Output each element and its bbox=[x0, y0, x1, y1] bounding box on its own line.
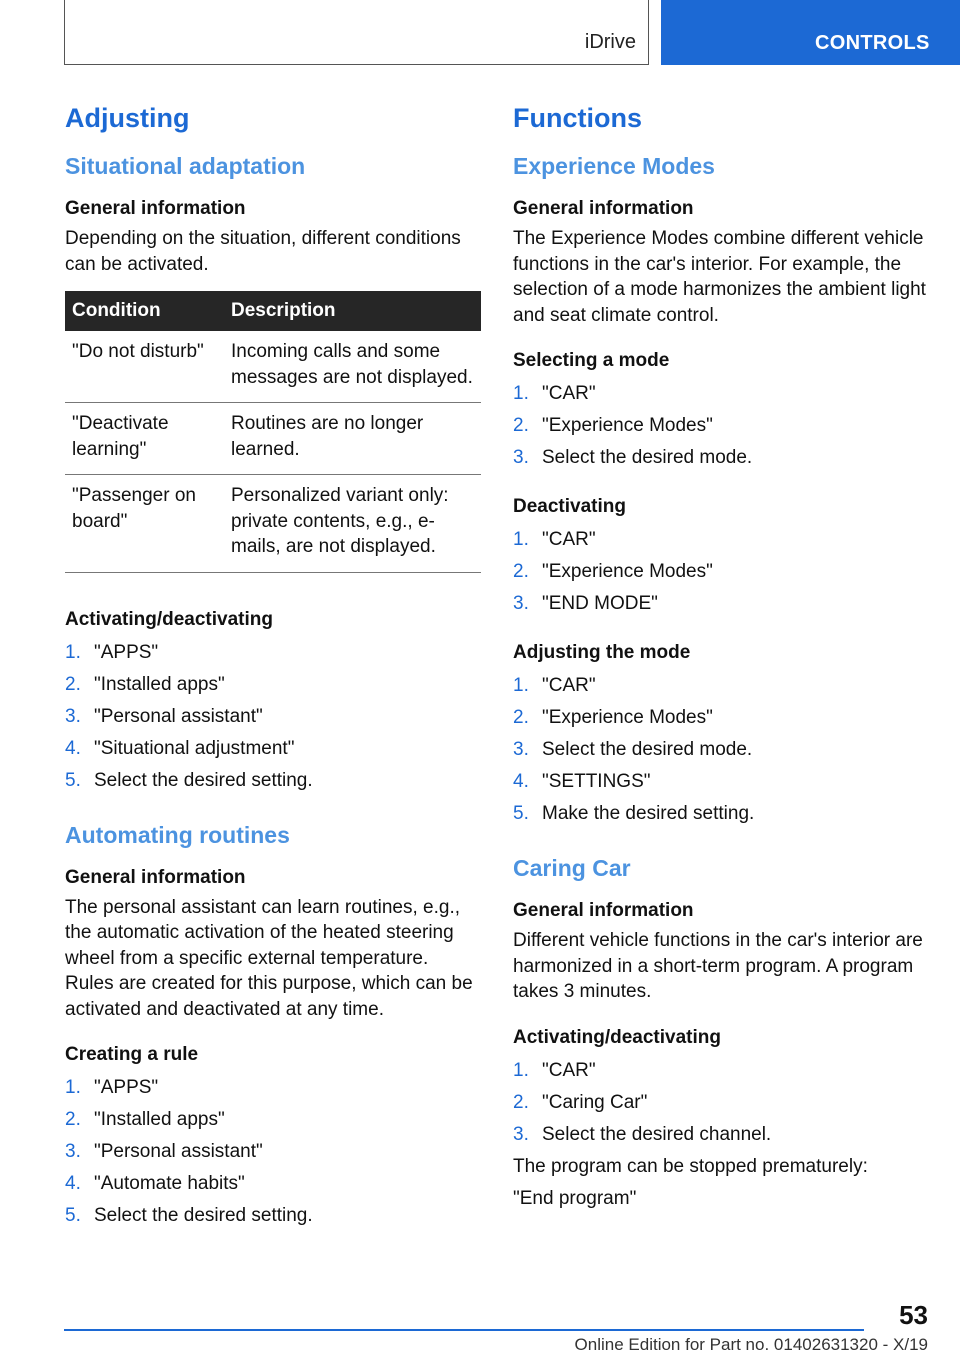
list-item: 3. Select the desired mode. bbox=[513, 447, 753, 468]
footer-edition: Online Edition for Part no. 01402631320 - X/19 bbox=[574, 1335, 928, 1354]
paragraph-experience-info: The Experience Modes combine different vehicle functions in the car's interior. For example, the selection of a mode harmonizes the ambient light and seat climate control. bbox=[513, 228, 926, 326]
table-header-description: Description bbox=[224, 291, 481, 331]
subheading-general-information: General information bbox=[513, 900, 694, 921]
list-item: 2. "Experience Modes" bbox=[513, 415, 713, 436]
header-section-box bbox=[64, 0, 649, 65]
paragraph-automating-info: The personal assistant can learn routines, e.g., the automatic activation of the heated steering wheel from a specific external temperature. Rules are created for this purpose, which can be activated and deactivated at any time. bbox=[65, 896, 473, 1020]
list-item: 3. "END MODE" bbox=[513, 593, 658, 614]
list-item: 4. "Automate habits" bbox=[65, 1173, 245, 1194]
table-cell-condition: "Deactivate learning" bbox=[65, 403, 224, 475]
list-item: 2. "Installed apps" bbox=[65, 1109, 225, 1130]
subheading-adjusting-mode: Adjusting the mode bbox=[513, 642, 691, 663]
subheading-general-information: General information bbox=[65, 198, 246, 219]
list-item: 3. Select the desired channel. bbox=[513, 1123, 772, 1145]
list-item: 5. Make the desired setting. bbox=[513, 803, 755, 824]
steps-list-rule bbox=[65, 1072, 481, 1232]
list-item: 1. "CAR" bbox=[513, 1059, 596, 1081]
table-row bbox=[65, 475, 481, 573]
conditions-table bbox=[65, 291, 481, 573]
subheading-general-information: General information bbox=[513, 198, 694, 219]
table-row bbox=[65, 331, 481, 403]
list-item: 2. "Experience Modes" bbox=[513, 707, 713, 728]
list-item: 3. "Personal assistant" bbox=[65, 705, 263, 727]
list-item: 2. "Installed apps" bbox=[65, 673, 225, 695]
subheading-activating-deactivating: Activating/deactivating bbox=[65, 608, 273, 630]
list-item: 1. "APPS" bbox=[65, 1077, 159, 1098]
subheading-general-information: General information bbox=[65, 866, 246, 888]
list-item: 1. "CAR" bbox=[513, 529, 596, 550]
left-column bbox=[65, 100, 481, 1232]
paragraph-end-program: "End program" bbox=[513, 1187, 637, 1209]
subheading-creating-rule: Creating a rule bbox=[65, 1044, 199, 1065]
list-item: 2. "Caring Car" bbox=[513, 1091, 648, 1113]
steps-list-adjust-mode bbox=[513, 670, 933, 830]
subheading-activating-deactivating: Activating/deactivating bbox=[513, 1026, 721, 1048]
heading-automating-routines: Automating routines bbox=[65, 821, 290, 848]
list-item: 4. "SETTINGS" bbox=[513, 771, 651, 792]
list-item: 3. Select the desired mode. bbox=[513, 739, 753, 760]
list-item: 3. "Personal assistant" bbox=[65, 1141, 263, 1162]
table-cell-description: Personalized variant only: private contents, e.g., e-mails, are not displayed. bbox=[224, 475, 481, 573]
page-number: 53 bbox=[899, 1300, 928, 1330]
heading-caring-car: Caring Car bbox=[513, 855, 631, 881]
footer-divider bbox=[64, 1329, 864, 1331]
list-item: 4. "Situational adjustment" bbox=[65, 737, 295, 759]
header-section-title: iDrive bbox=[584, 31, 636, 53]
heading-situational-adaptation: Situational adaptation bbox=[65, 153, 306, 179]
header-chapter-label: CONTROLS bbox=[815, 32, 930, 54]
steps-list-deactivate bbox=[513, 524, 933, 620]
steps-list-situational bbox=[65, 637, 481, 797]
list-item: 2. "Experience Modes" bbox=[513, 561, 713, 582]
table-header-condition: Condition bbox=[65, 291, 224, 331]
steps-list-caring bbox=[513, 1055, 933, 1151]
heading-adjusting: Adjusting bbox=[65, 103, 190, 133]
table-row bbox=[65, 403, 481, 475]
list-item: 1. "APPS" bbox=[65, 641, 159, 663]
table-cell-description: Routines are no longer learned. bbox=[224, 403, 481, 475]
subheading-deactivating: Deactivating bbox=[513, 496, 626, 517]
subheading-selecting-mode: Selecting a mode bbox=[513, 350, 670, 371]
list-item: 1. "CAR" bbox=[513, 383, 596, 404]
list-item: 5. Select the desired setting. bbox=[65, 1205, 313, 1226]
heading-experience-modes: Experience Modes bbox=[513, 153, 715, 179]
paragraph-caring-info: Different vehicle functions in the car's interior are harmonized in a short-term program. A program takes 3 minutes. bbox=[513, 930, 923, 1002]
paragraph-situational-info: Depending on the situation, different conditions can be activated. bbox=[65, 228, 461, 275]
steps-list-select-mode bbox=[513, 378, 933, 474]
heading-functions: Functions bbox=[513, 103, 642, 133]
list-item: 5. Select the desired setting. bbox=[65, 769, 313, 791]
header-chapter-tab bbox=[661, 0, 960, 65]
table-header-row bbox=[65, 291, 481, 331]
right-column bbox=[513, 100, 933, 1215]
table-cell-condition: "Passenger on board" bbox=[65, 475, 224, 573]
table-cell-condition: "Do not disturb" bbox=[65, 331, 224, 403]
table-cell-description: Incoming calls and some messages are not displayed. bbox=[224, 331, 481, 403]
list-item: 1. "CAR" bbox=[513, 675, 596, 696]
paragraph-stop-program: The program can be stopped prematurely: bbox=[513, 1155, 868, 1177]
